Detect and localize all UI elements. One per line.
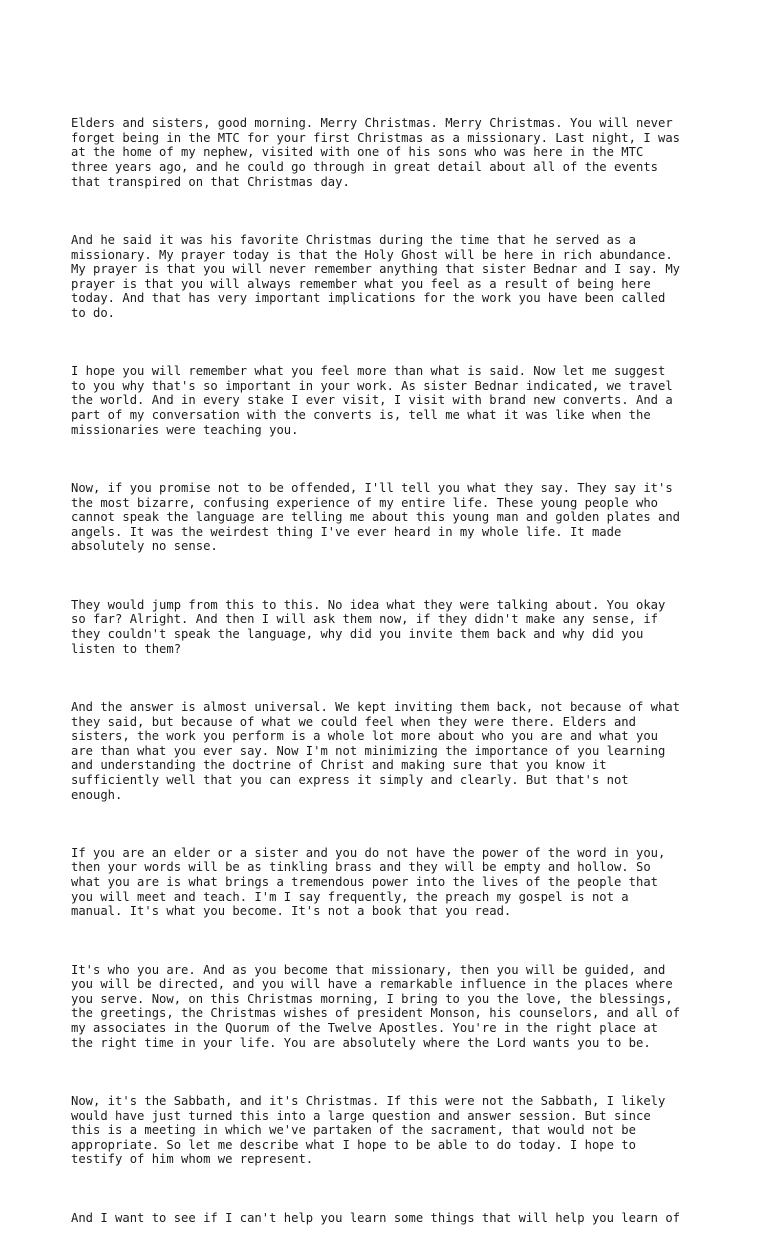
paragraph-3: I hope you will remember what you feel more than what is said. Now let me suggest to you why that's so important in your work. As sister Bednar indicated, we travel the world. And in every stake I ever visit, I visit with brand new converts. And a part of my conversation with the converts is, tell me what it was like when the missionaries were teaching you. (71, 364, 673, 437)
paragraph-6: And the answer is almost universal. We kept inviting them back, not because of what they said, but because of what we could feel when they were there. Elders and sisters, the work you perform is a whole lot more about who you are and what you are than what you ever say. Now I'm not minimizing the importance of you learning and understanding the doctrine of Christ and making sure that you know it sufficiently well that you can express it simply and clearly. But that's not enough. (71, 699, 681, 802)
paragraph-8: It's who you are. And as you become that missionary, then you will be guided, and you will be directed, and you will have a remarkable influence in the places where you serve. Now, on this Christmas morning, I bring to you the love, the blessings, the greetings, the Christmas wishes of president Monson, his counselors, and all of my associates in the Quorum of the Twelve Apostles. You're in the right place at the right time in your life. You are absolutely where the Lord wants you to be. (71, 962, 681, 1050)
document-page (71, 87, 761, 1255)
paragraph-7: If you are an elder or a sister and you do not have the power of the word in you, then your words will be as tinkling brass and they will be empty and hollow. So what you are is what brings a tremendous power into the lives of the people that you will meet and teach. I'm I say frequently, the preach my gospel is not a manual. It's what you become. It's not a book that you read. (71, 845, 666, 919)
paragraph-5: They would jump from this to this. No idea what they were talking about. You okay so far? Alright. And then I will ask them now, if they didn't make any sense, if they couldn't speak the language, why did you invite them back and why did you listen to them? (71, 597, 666, 656)
paragraph-10: And I want to see if I can't help you learn some things that will help you learn of (71, 1210, 681, 1225)
paragraph-2: And he said it was his favorite Christmas during the time that he served as a missionary. My prayer today is that the Holy Ghost will be here in rich abundance. My prayer is that you will never remember anything that sister Bednar and I say. My prayer is that you will always remember what you feel as a result of being here today. And that has very important implications for the work you have been called to do. (71, 232, 681, 320)
paragraph-1: Elders and sisters, good morning. Merry Christmas. Merry Christmas. You will never forget being in the MTC for your first Christmas as a missionary. Last night, I was at the home of my nephew, visited with one of his sons who was here in the MTC three years ago, and he could go through in great detail about all of the events that transpired on that Christmas day. (71, 116, 681, 189)
paragraph-9: Now, it's the Sabbath, and it's Christmas. If this were not the Sabbath, I likely would have just turned this into a large question and answer session. But since this is a meeting in which we've partaken of the sacrament, that would not be appropriate. So let me describe what I hope to be able to do today. I hope to testify of him whom we represent. (71, 1093, 666, 1167)
paragraph-4: Now, if you promise not to be offended, I'll tell you what they say. They say it's the most bizarre, confusing experience of my entire life. These young people who cannot speak the language are telling me about this young man and golden plates and angels. It was the weirdest thing I've ever heard in my whole life. It made absolutely no sense. (71, 481, 681, 554)
